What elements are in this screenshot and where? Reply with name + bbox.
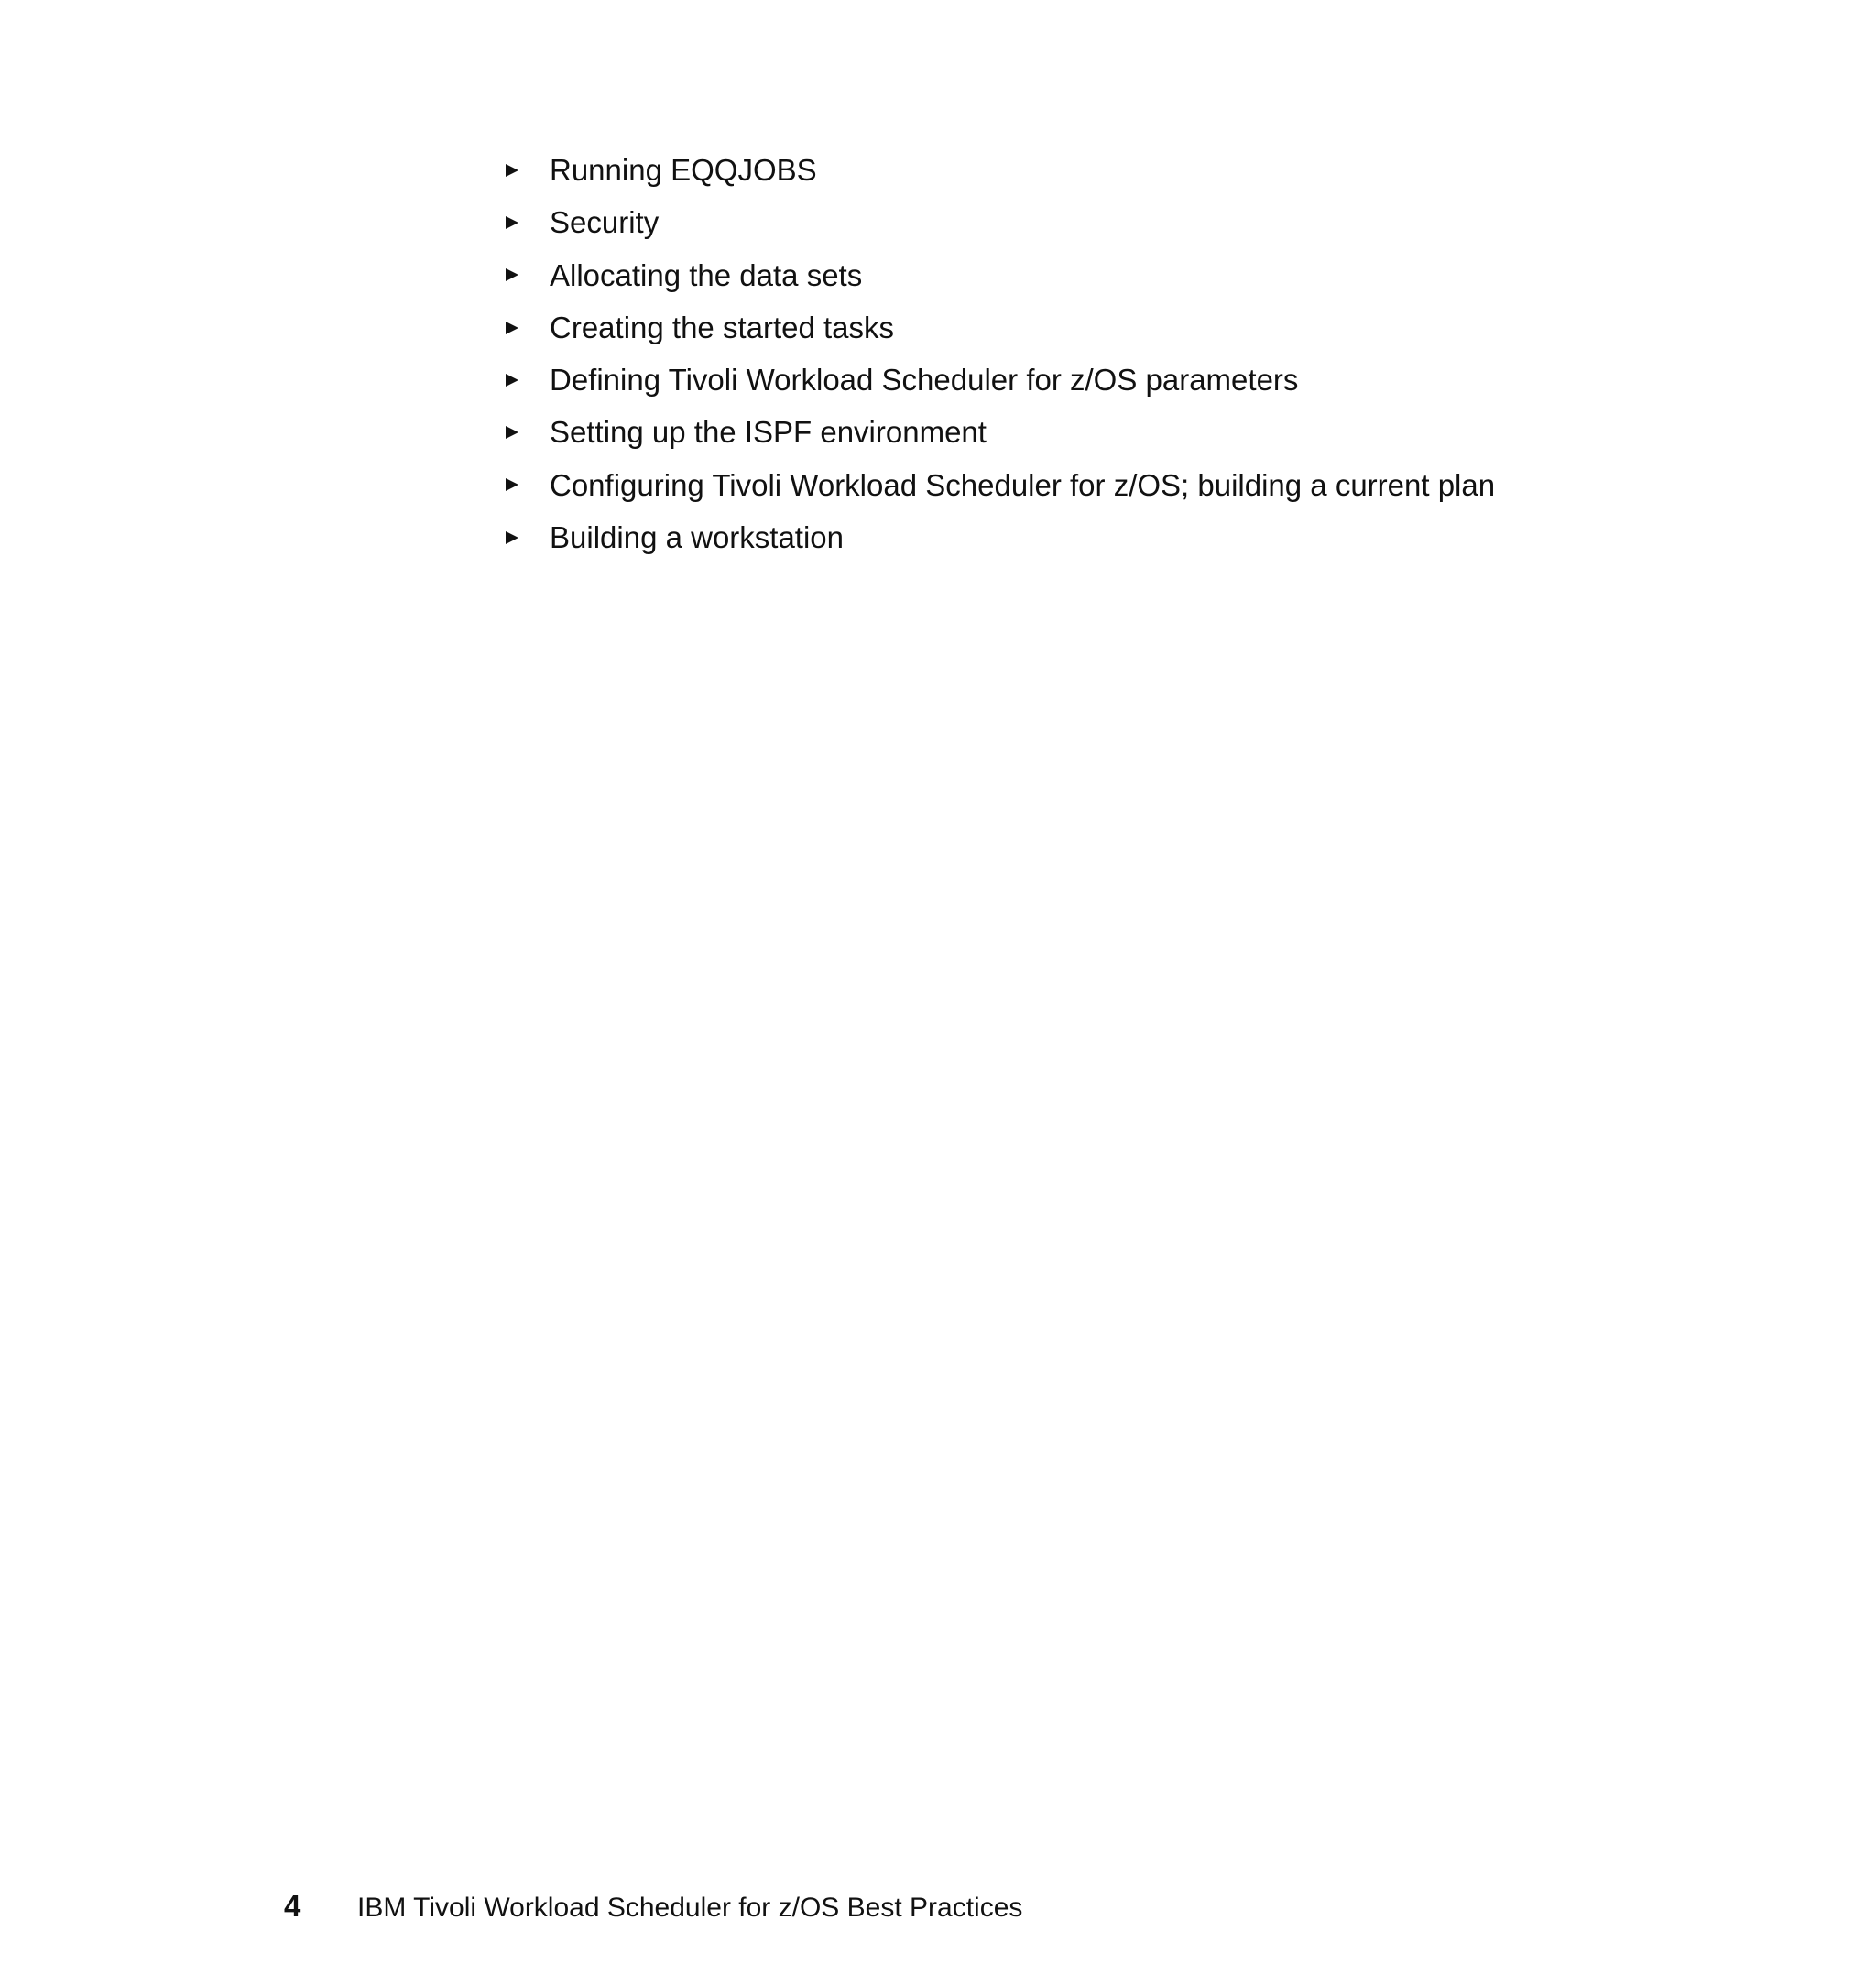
list-item-text: Security	[550, 205, 660, 240]
list-item	[506, 196, 1495, 248]
bullet-arrow-icon	[506, 531, 518, 544]
list-item-text: Defining Tivoli Workload Scheduler for z/OS parameters	[550, 363, 1299, 398]
page-number: 4	[284, 1889, 301, 1923]
list-item	[506, 301, 1495, 354]
list-item	[506, 406, 1495, 458]
list-item-text: Running EQQJOBS	[550, 153, 817, 187]
bullet-arrow-icon	[506, 322, 518, 334]
list-item-text: Setting up the ISPF environment	[550, 415, 987, 450]
bullet-arrow-icon	[506, 478, 518, 491]
list-item	[506, 354, 1495, 406]
bullet-arrow-icon	[506, 426, 518, 439]
list-item-text: Creating the started tasks	[550, 310, 895, 344]
bullet-arrow-icon	[506, 164, 518, 177]
bullet-arrow-icon	[506, 374, 518, 387]
bullet-arrow-icon	[506, 216, 518, 229]
list-item	[506, 249, 1495, 301]
list-item-text: Building a workstation	[550, 520, 845, 555]
page-footer	[284, 1889, 1022, 1924]
bullet-arrow-icon	[506, 268, 518, 281]
list-item-text: Configuring Tivoli Workload Scheduler for z/OS; building a current plan	[550, 467, 1496, 502]
list-item-text: Allocating the data sets	[550, 257, 863, 292]
book-title: IBM Tivoli Workload Scheduler for z/OS Best Practices	[357, 1893, 1023, 1923]
list-item	[506, 459, 1495, 511]
bullet-list	[506, 144, 1495, 563]
list-item	[506, 144, 1495, 196]
list-item	[506, 511, 1495, 563]
